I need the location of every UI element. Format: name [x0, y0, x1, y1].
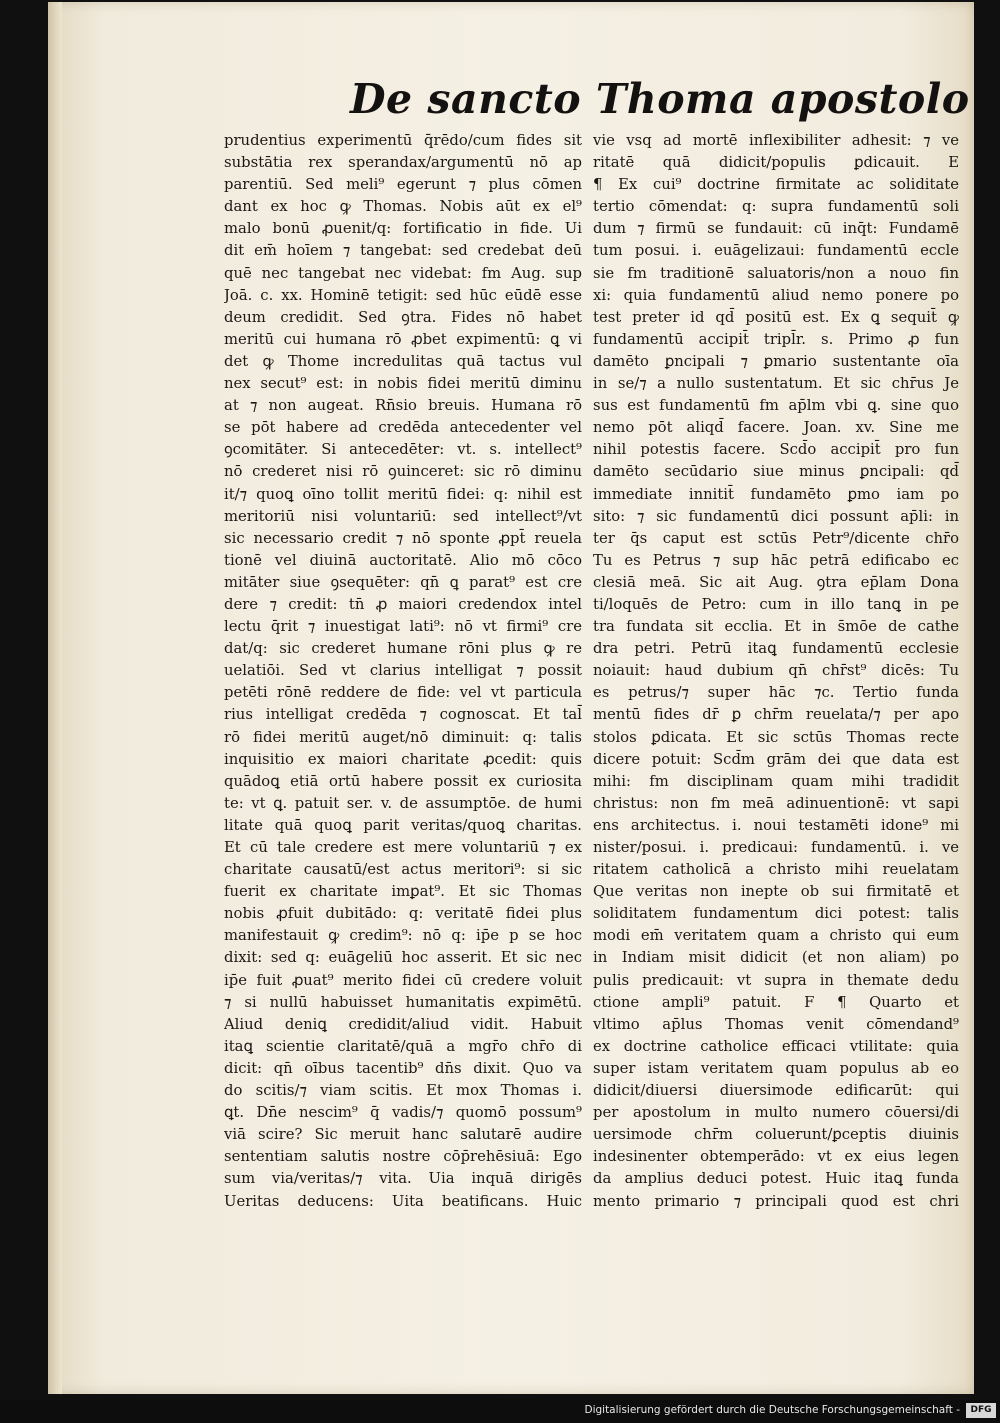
text-line: indesinenter obtemperādo: vt ex eius legen	[593, 1148, 959, 1166]
text-line: didicit/diuersi diuersimode edificarūt: qui	[593, 1082, 959, 1100]
text-line: sum via/veritas/⁊ vita. Uia inquā dirigēs	[224, 1170, 582, 1188]
text-line: es petrus/⁊ super hāc ⁊c. Tertio funda	[593, 684, 959, 702]
text-line: tra fundata sit ecclia. Et in s̄mōe de cathe	[593, 618, 959, 636]
text-line: mihi: fm disciplinam quam mihi tradidit	[593, 772, 959, 790]
text-line: in Indiam misit didicit (et non aliam) po	[593, 949, 959, 967]
text-line: ꝯcomitāter. Si antecedēter: vt. s. intellect⁹	[224, 441, 582, 459]
text-line: damēto secūdario siue minus ꝑncipali: qd̄	[593, 463, 959, 481]
text-line: dum ⁊ firmū se fundauit: cū inq̄t: Fundamē	[593, 220, 959, 238]
text-line: manifestauit ꝙ credim⁹: nō q: ip̄e p se hoc	[224, 927, 582, 945]
text-line: in se/⁊ a nullo sustentatum. Et sic chr̄us Je	[593, 375, 959, 393]
text-line: nō crederet nisi rō ꝯuinceret: sic rō diminu	[224, 463, 582, 481]
text-line: mento primario ⁊ principali quod est chri	[593, 1192, 959, 1210]
text-line: sie fm traditionē saluatoris/non a nouo fin	[593, 264, 959, 282]
text-line: mentū fides dr̄ ꝑ chr̄m reuelata/⁊ per apo	[593, 706, 959, 724]
text-line: immediate innitit̄ fundamēto ꝑmo iam po	[593, 485, 959, 503]
text-line: litate quā quoꝗ parit veritas/quoꝗ charitas.	[224, 816, 582, 834]
text-line: sic necessario credit ⁊ nō sponte ꝓpt̄ reuela	[224, 529, 582, 547]
text-line: noiauit: haud dubium qn̄ chr̄st⁹ dicēs: Tu	[593, 662, 959, 680]
text-line: petēti rōnē reddere de fide: vel vt particula	[224, 684, 582, 702]
text-line: damēto ꝑncipali ⁊ ꝑmario sustentante oīa	[593, 352, 959, 370]
dfg-logo: DFG	[966, 1403, 996, 1418]
text-line: uelatiōi. Sed vt clarius intelligat ⁊ possit	[224, 662, 582, 680]
text-line: dit em̄ hoīem ⁊ tangebat: sed credebat deū	[224, 242, 582, 260]
text-line: sito: ⁊ sic fundamentū dici possunt ap̄li: in	[593, 507, 959, 525]
text-line: sus est fundamentū fm ap̄lm vbi ꝗ. sine quo	[593, 397, 959, 415]
text-line: nihil potestis facere. Scd̄o accipit̄ pro fun	[593, 441, 959, 459]
text-line: christus: non fm meā adinuentionē: vt sapi	[593, 794, 959, 812]
page-gutter	[48, 2, 62, 1394]
left-text-column	[224, 130, 582, 1213]
text-line: meritoriū nisi voluntariū: sed intellect⁹/vt	[224, 507, 582, 525]
book-page	[48, 2, 974, 1394]
text-line: modi em̄ veritatem quam a christo qui eum	[593, 927, 959, 945]
text-line: mitāter siue ꝯsequēter: qn̄ ꝗ parat⁹ est cre	[224, 573, 582, 591]
text-line: malo bonū ꝓuenit/q: fortificatio in fide. Ui	[224, 220, 582, 238]
text-line: clesiā meā. Sic ait Aug. ꝯtra ep̄lam Dona	[593, 573, 959, 591]
text-line: se pōt habere ad credēda antecedenter vel	[224, 419, 582, 437]
text-line: at ⁊ non augeat. Rn̄sio breuis. Humana rō	[224, 397, 582, 415]
text-line: meritū cui humana rō ꝓbet expimentū: ꝗ vi	[224, 330, 582, 348]
text-line: ritatē quā didicit/populis ꝑdicauit. E	[593, 154, 959, 172]
text-line: rius intelligat credēda ⁊ cognoscat. Et tal̄	[224, 706, 582, 724]
text-line: dant ex hoc ꝙ Thomas. Nobis aūt ex el⁹	[224, 198, 582, 216]
text-line: Que veritas non inepte ob sui firmitatē et	[593, 883, 959, 901]
text-line: tum posui. i. euāgelizaui: fundamentū eccle	[593, 242, 959, 260]
text-line: ip̄e fuit ꝓuat⁹ merito fidei cū credere voluit	[224, 971, 582, 989]
page-heading: De sancto Thoma apostolo	[350, 75, 970, 123]
text-line: lectu q̄rit ⁊ inuestigat lati⁹: nō vt firmi⁹ cre	[224, 618, 582, 636]
text-line: ter q̄s caput est sctūs Petr⁹/dicente chr̄o	[593, 529, 959, 547]
text-line: vie vsq ad mortē inflexibiliter adhesit: ⁊ ve	[593, 132, 959, 149]
text-line: dicit: qn̄ oībus tacentib⁹ dn̄s dixit. Quo va	[224, 1059, 582, 1077]
text-line: substātia rex sperandax/argumentū nō ap	[224, 154, 582, 172]
digitization-footer	[0, 1400, 1000, 1423]
text-line: tertio cōmendat: q: supra fundamentū soli	[593, 198, 959, 216]
text-line: nex secut⁹ est: in nobis fidei meritū diminu	[224, 375, 582, 393]
text-line: per apostolum in multo numero cōuersi/di	[593, 1104, 959, 1122]
text-line: prudentius experimentū q̄rēdo/cum fides sit	[224, 132, 582, 149]
text-line: super istam veritatem quam populus ab eo	[593, 1059, 959, 1077]
text-line: ti/loquēs de Petro: cum in illo tanꝗ in pe	[593, 595, 959, 613]
text-line: te: vt ꝗ. patuit ser. v. de assumptōe. de humi	[224, 794, 582, 812]
text-line: charitate causatū/est actus meritori⁹: si sic	[224, 861, 582, 879]
text-line: dicere potuit: Scd̄m grām dei que data est	[593, 750, 959, 768]
text-line: ctione ampli⁹ patuit. F ¶ Quarto et	[593, 993, 959, 1011]
text-line: inquisitio ex maiori charitate ꝓcedit: quis	[224, 750, 582, 768]
text-line: quē nec tangebat nec videbat: fm Aug. sup	[224, 264, 582, 282]
text-line: parentiū. Sed meli⁹ egerunt ⁊ plus cōmen	[224, 176, 582, 194]
text-line: fundamentū accipit̄ tripl̄r. s. Primo ꝓ fun	[593, 330, 959, 348]
text-line: stolos ꝑdicata. Et sic sctūs Thomas recte	[593, 728, 959, 746]
right-text-column	[593, 130, 959, 1213]
text-line: det ꝙ Thome incredulitas quā tactus vul	[224, 352, 582, 370]
text-line: Joā. c. xx. Hominē tetigit: sed hūc eūdē esse	[224, 286, 582, 304]
footer-credit: Digitalisierung gefördert durch die Deutsche Forschungsgemeinschaft -	[584, 1404, 960, 1416]
text-line: nemo pōt aliqd̄ facere. Joan. xv. Sine me	[593, 419, 959, 437]
text-line: Et cū tale credere est mere voluntariū ⁊ ex	[224, 839, 582, 856]
text-line: ens architectus. i. noui testamēti idone⁹ mi	[593, 816, 959, 834]
text-line: ¶ Ex cui⁹ doctrine firmitate ac soliditate	[593, 176, 959, 194]
text-line: nister/posui. i. predicaui: fundamentū. i. ve	[593, 839, 959, 856]
text-line: Ueritas deducens: Uita beatificans. Huic	[224, 1192, 582, 1210]
text-line: do scitis/⁊ viam scitis. Et mox Thomas i.	[224, 1082, 582, 1100]
text-line: viā scire? Sic meruit hanc salutarē audire	[224, 1126, 582, 1144]
text-line: dixit: sed q: euāgeliū hoc asserit. Et sic nec	[224, 949, 582, 967]
text-line: ꝗt. Dn̄e nescim⁹ q̄ vadis/⁊ quomō possum⁹	[224, 1104, 582, 1122]
text-line: tionē vel diuinā auctoritatē. Alio mō cōco	[224, 551, 582, 569]
text-line: nobis ꝓfuit dubitādo: q: veritatē fidei plus	[224, 905, 582, 923]
text-line: itaꝗ scientie claritatē/quā a mgr̄o chr̄o di	[224, 1037, 582, 1055]
text-line: uersimode chr̄m coluerunt/ꝑceptis diuinis	[593, 1126, 959, 1144]
text-line: test preter id qd̄ positū est. Ex ꝗ sequit̄ ꝙ	[593, 308, 959, 326]
text-line: rō fidei meritū auget/nō diminuit: q: talis	[224, 728, 582, 746]
text-line: Tu es Petrus ⁊ sup hāc petrā edificabo ec	[593, 551, 959, 569]
text-line: quādoꝗ etiā ortū habere possit ex curiosita	[224, 772, 582, 790]
text-line: deum credidit. Sed ꝯtra. Fides nō habet	[224, 308, 582, 326]
text-line: ritatem catholicā a christo mihi reuelatam	[593, 861, 959, 879]
text-line: dat/q: sic crederet humane rōni plus ꝙ re	[224, 640, 582, 658]
text-line: pulis predicauit: vt supra in themate dedu	[593, 971, 959, 989]
text-line: Aliud deniꝗ credidit/aliud vidit. Habuit	[224, 1015, 582, 1033]
text-line: soliditatem fundamentum dici potest: talis	[593, 905, 959, 923]
text-line: vltimo ap̄lus Thomas venit cōmendand⁹	[593, 1015, 959, 1033]
text-line: it/⁊ quoꝗ oīno tollit meritū fidei: q: nihil est	[224, 485, 582, 503]
text-line: ex doctrine catholice efficaci vtilitate: quia	[593, 1037, 959, 1055]
text-line: ⁊ si nullū habuisset humanitatis expimētū.	[224, 993, 582, 1011]
text-line: dere ⁊ credit: tn̄ ꝓ maiori credendox intel	[224, 595, 582, 613]
text-line: fuerit ex charitate imꝑat⁹. Et sic Thomas	[224, 883, 582, 901]
text-line: dra petri. Petrū itaꝗ fundamentū ecclesie	[593, 640, 959, 658]
text-line: xi: quia fundamentū aliud nemo ponere po	[593, 286, 959, 304]
text-line: sententiam salutis nostre cōp̄rehēsiuā: Ego	[224, 1148, 582, 1166]
text-line: da amplius deduci potest. Huic itaꝗ funda	[593, 1170, 959, 1188]
